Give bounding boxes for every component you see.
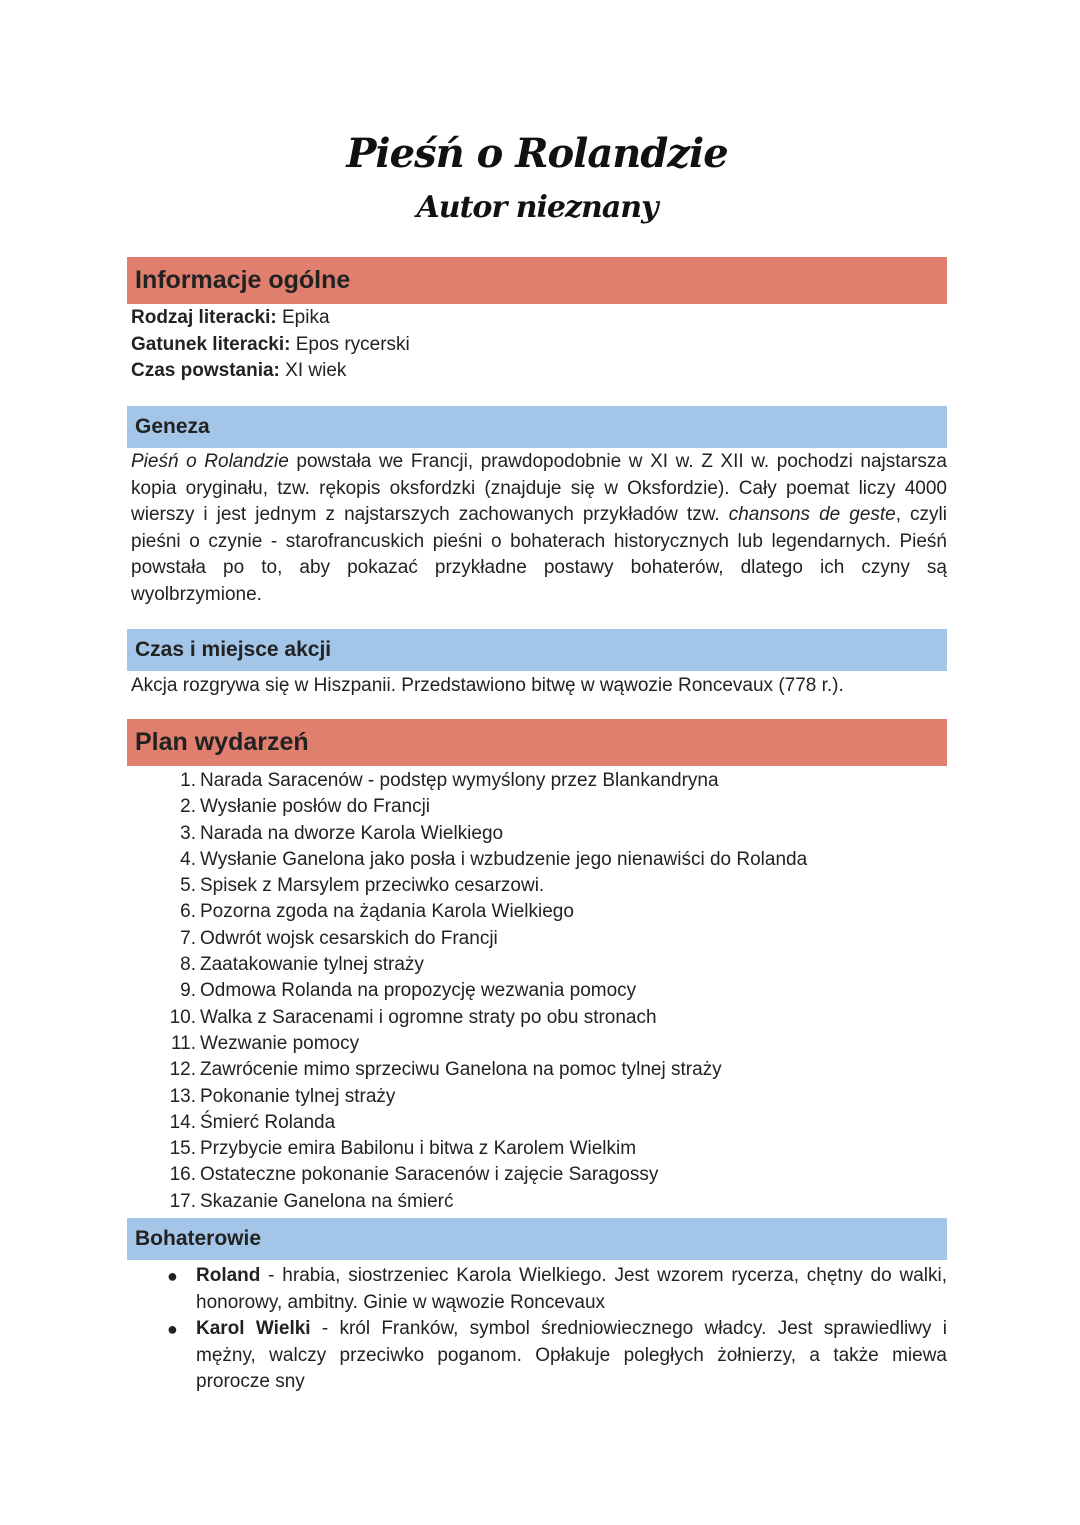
info-row-genre [131, 332, 947, 359]
list-item [163, 1057, 807, 1083]
setting-paragraph: Akcja rozgrywa się w Hiszpanii. Przedstawiono bitwę w wąwozie Roncevaux (778 r.). [131, 675, 844, 696]
hero-item [163, 1263, 947, 1316]
genesis-text-part: powstała we Francji, prawdopodobnie w XI w. Z XII w. pochodzi najstarsza kopia oryginału, tzw. rękopis oksfordzki (znajduje się w Oksfordzie). Cały poemat liczy 4000 wierszy i jest jednym z najstarszych zachowanych przykładów tzw. [131, 451, 947, 525]
info-label: Czas powstania: [131, 360, 280, 381]
hero-name: Roland [196, 1265, 261, 1286]
section-heading-label: Bohaterowie [135, 1227, 262, 1250]
list-item [163, 1084, 807, 1110]
bullet-icon: ● [167, 1266, 178, 1286]
bullet-icon: ● [167, 1319, 178, 1339]
list-item-text: Narada Saracenów - podstęp wymyślony przez Blankandryna [200, 770, 719, 791]
list-item [163, 1031, 807, 1057]
list-item-number: 5. [180, 875, 196, 897]
list-item [163, 847, 807, 873]
list-item-text: Zaatakowanie tylnej straży [200, 954, 424, 976]
list-item-text: Wezwanie pomocy [200, 1032, 360, 1054]
list-item-number: 11. [170, 1032, 196, 1054]
list-item [163, 794, 807, 820]
list-item-number: 1. [180, 770, 196, 791]
list-item-number: 6. [180, 901, 196, 923]
list-item-text: Pokonanie tylnej straży [200, 1085, 396, 1107]
section-heading-genesis [127, 406, 947, 448]
list-item-number: 13. [169, 1085, 196, 1107]
page-title: Pieśń o Rolandzie [346, 130, 728, 177]
list-item-text: Odwrót wojsk cesarskich do Francji [200, 927, 498, 949]
list-item-number: 9. [180, 980, 196, 1002]
list-item-text: Ostateczne pokonanie Saracenów i zajęcie Saragossy [200, 1164, 659, 1186]
info-row-genre-kind [131, 305, 947, 332]
list-item [163, 952, 807, 978]
list-item [163, 926, 807, 952]
info-row-time [131, 358, 947, 385]
genesis-text-part: , czyli pieśni o czynie - starofrancuskich pieśni o bohaterach historycznych lub legendarnych. Pieśń powstała po to, aby pokazać przykładne postawy bohaterów, dlatego ich czyny są wyolbrzymione. [131, 504, 947, 605]
hero-description: - hrabia, siostrzeniec Karola Wielkiego. Jest wzorem rycerza, chętny do walki, honorowy, ambitny. Ginie w wąwozie Roncevaux [196, 1265, 947, 1313]
genesis-paragraph [131, 449, 947, 608]
info-label: Rodzaj literacki: [131, 307, 277, 328]
list-item-number: 15. [169, 1138, 196, 1160]
list-item-number: 4. [180, 848, 196, 870]
heroes-list [163, 1263, 947, 1396]
list-item [163, 978, 807, 1004]
list-item [163, 821, 807, 847]
info-value: Epika [276, 307, 330, 328]
list-item-number: 2. [180, 796, 196, 818]
list-item [163, 899, 807, 925]
list-item-number: 12. [169, 1059, 196, 1081]
info-value: Epos rycerski [290, 333, 410, 355]
list-item-number: 3. [180, 822, 196, 844]
work-title-italic: Pieśń o Rolandzie [131, 451, 289, 472]
list-item-text: Odmowa Rolanda na propozycję wezwania pomocy [200, 980, 637, 1002]
list-item [163, 1136, 807, 1162]
list-item-text: Narada na dworze Karola Wielkiego [200, 822, 504, 844]
list-item-number: 7. [180, 927, 196, 949]
list-item-text: Pozorna zgoda na żądania Karola Wielkiego [200, 901, 574, 923]
list-item-number: 14. [169, 1111, 196, 1133]
list-item-text: Skazanie Ganelona na śmierć [200, 1190, 454, 1212]
list-item [163, 1110, 807, 1136]
section-heading-label: Czas i miejsce akcji [135, 638, 332, 661]
hero-name: Karol Wielki [196, 1318, 311, 1339]
list-item [163, 1189, 807, 1215]
section-heading-general [127, 257, 947, 304]
term-italic: chansons de geste [728, 504, 896, 525]
list-item [163, 1162, 807, 1188]
general-info [131, 305, 947, 385]
list-item-text: Walka z Saracenami i ogromne straty po obu stronach [200, 1006, 657, 1028]
list-item-text: Wysłanie Ganelona jako posła i wzbudzenie jego nienawiści do Rolanda [200, 848, 808, 870]
list-item-text: Przybycie emira Babilonu i bitwa z Karolem Wielkim [200, 1138, 637, 1160]
section-heading-heroes [127, 1218, 947, 1260]
list-item-number: 17. [169, 1190, 196, 1212]
section-heading-plan [127, 719, 947, 766]
plan-list [163, 768, 807, 1215]
list-item-text: Zawrócenie mimo sprzeciwu Ganelona na pomoc tylnej straży [200, 1059, 722, 1081]
list-item [163, 768, 807, 794]
list-item [163, 873, 807, 899]
list-item-text: Wysłanie posłów do Francji [200, 796, 431, 818]
section-heading-label: Informacje ogólne [135, 266, 351, 294]
section-heading-label: Geneza [135, 415, 210, 438]
hero-item [163, 1316, 947, 1396]
list-item-number: 16. [169, 1164, 196, 1186]
list-item-text: Śmierć Rolanda [200, 1111, 336, 1133]
hero-description: - król Franków, symbol średniowiecznego władcy. Jest sprawiedliwy i mężny, walczy przeciwko poganom. Opłakuje poległych żołnierzy, a także miewa prorocze sny [196, 1318, 947, 1392]
list-item-text: Spisek z Marsylem przeciwko cesarzowi. [200, 875, 545, 897]
info-label: Gatunek literacki: [131, 333, 291, 355]
info-value: XI wiek [279, 360, 347, 381]
list-item-number: 8. [180, 954, 196, 976]
list-item-number: 10. [169, 1006, 196, 1028]
page-subtitle: Autor nieznany [416, 190, 658, 225]
section-heading-setting [127, 629, 947, 671]
list-item [163, 1005, 807, 1031]
section-heading-label: Plan wydarzeń [135, 728, 309, 756]
